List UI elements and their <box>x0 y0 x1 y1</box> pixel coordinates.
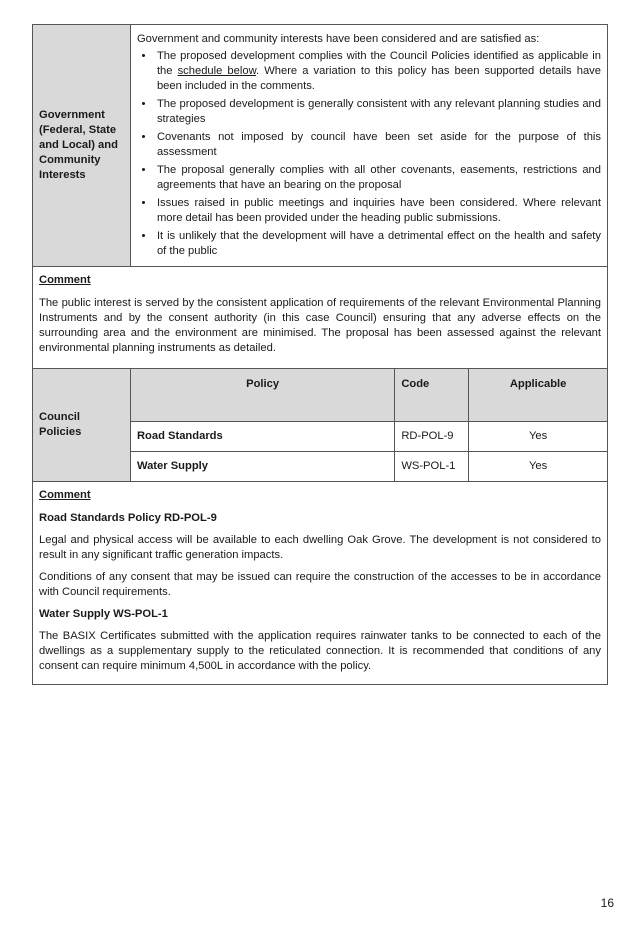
gov-interests-intro: Government and community interests have been considered and are satisfied as: <box>136 33 540 45</box>
water-policy-heading: Water Supply WS-POL-1 <box>39 608 168 620</box>
policies-header-row <box>33 369 608 422</box>
comment-public-interest <box>33 267 608 369</box>
list-item: • The proposed development complies with the Council Policies identified as applicable in the schedule below. Where a variation to this policy has been supported details have been included in the comments. <box>155 49 601 94</box>
list-item: • Issues raised in public meetings and inquiries have been considered. Where relevant more detail has been provided under the heading public submissions. <box>155 196 601 226</box>
policy-name: Road Standards <box>130 422 394 452</box>
policy-name: Water Supply <box>130 452 394 482</box>
comment-heading: Comment <box>39 274 91 286</box>
code-column-header: Code <box>395 369 469 422</box>
gov-interests-list <box>137 49 601 259</box>
policy-column-header: Policy <box>130 369 394 422</box>
road-policy-heading: Road Standards Policy RD-POL-9 <box>39 512 217 524</box>
gov-interests-label: Government (Federal, State and Local) and Community Interests <box>33 25 131 267</box>
water-policy-text: The BASIX Certificates submitted with the application requires rainwater tanks to be connected to each of the dwellings as a supplementary supply to the reticulated connection. It is recommended that conditions of any consent can require minimum 4,500L in accordance with the policy. <box>39 630 601 672</box>
comment-row-public-interest <box>33 267 608 369</box>
comment-policies <box>33 482 608 685</box>
policy-code: RD-POL-9 <box>395 422 469 452</box>
policy-applicable: Yes <box>469 452 608 482</box>
assessment-table <box>32 24 608 685</box>
list-item: • The proposal generally complies with all other covenants, easements, restrictions and agreements that have an bearing on the proposal <box>155 163 601 193</box>
council-policies-label: Council Policies <box>33 369 131 482</box>
schedule-link[interactable]: schedule below <box>177 65 257 77</box>
road-policy-text-2: Conditions of any consent that may be issued can require the construction of the accesses to be in accordance with Council requirements. <box>39 571 601 598</box>
list-item: • Covenants not imposed by council have been set aside for the purpose of this assessment <box>155 130 601 160</box>
list-item: • It is unlikely that the development will have a detrimental effect on the health and safety of the public <box>155 229 601 259</box>
gov-interests-row <box>33 25 608 267</box>
page-number: 16 <box>600 896 614 910</box>
gov-interests-content <box>130 25 607 267</box>
policy-code: WS-POL-1 <box>395 452 469 482</box>
road-policy-text-1: Legal and physical access will be available to each dwelling Oak Grove. The development is not considered to result in any significant traffic generation impacts. <box>39 534 601 561</box>
comment-row-policies <box>33 482 608 685</box>
comment-heading: Comment <box>39 489 91 501</box>
list-item: • The proposed development is generally consistent with any relevant planning studies and strategies <box>155 97 601 127</box>
report-page <box>32 24 608 685</box>
applicable-column-header: Applicable <box>469 369 608 422</box>
comment-text: The public interest is served by the consistent application of requirements of the relevant Environmental Planning Instruments and by the consent authority (in this case Council) ensuring that any adverse effects on the surrounding area and the environment are minimised. The proposal has been assessed against the relevant environmental planning instruments as detailed. <box>39 297 601 354</box>
policy-applicable: Yes <box>469 422 608 452</box>
